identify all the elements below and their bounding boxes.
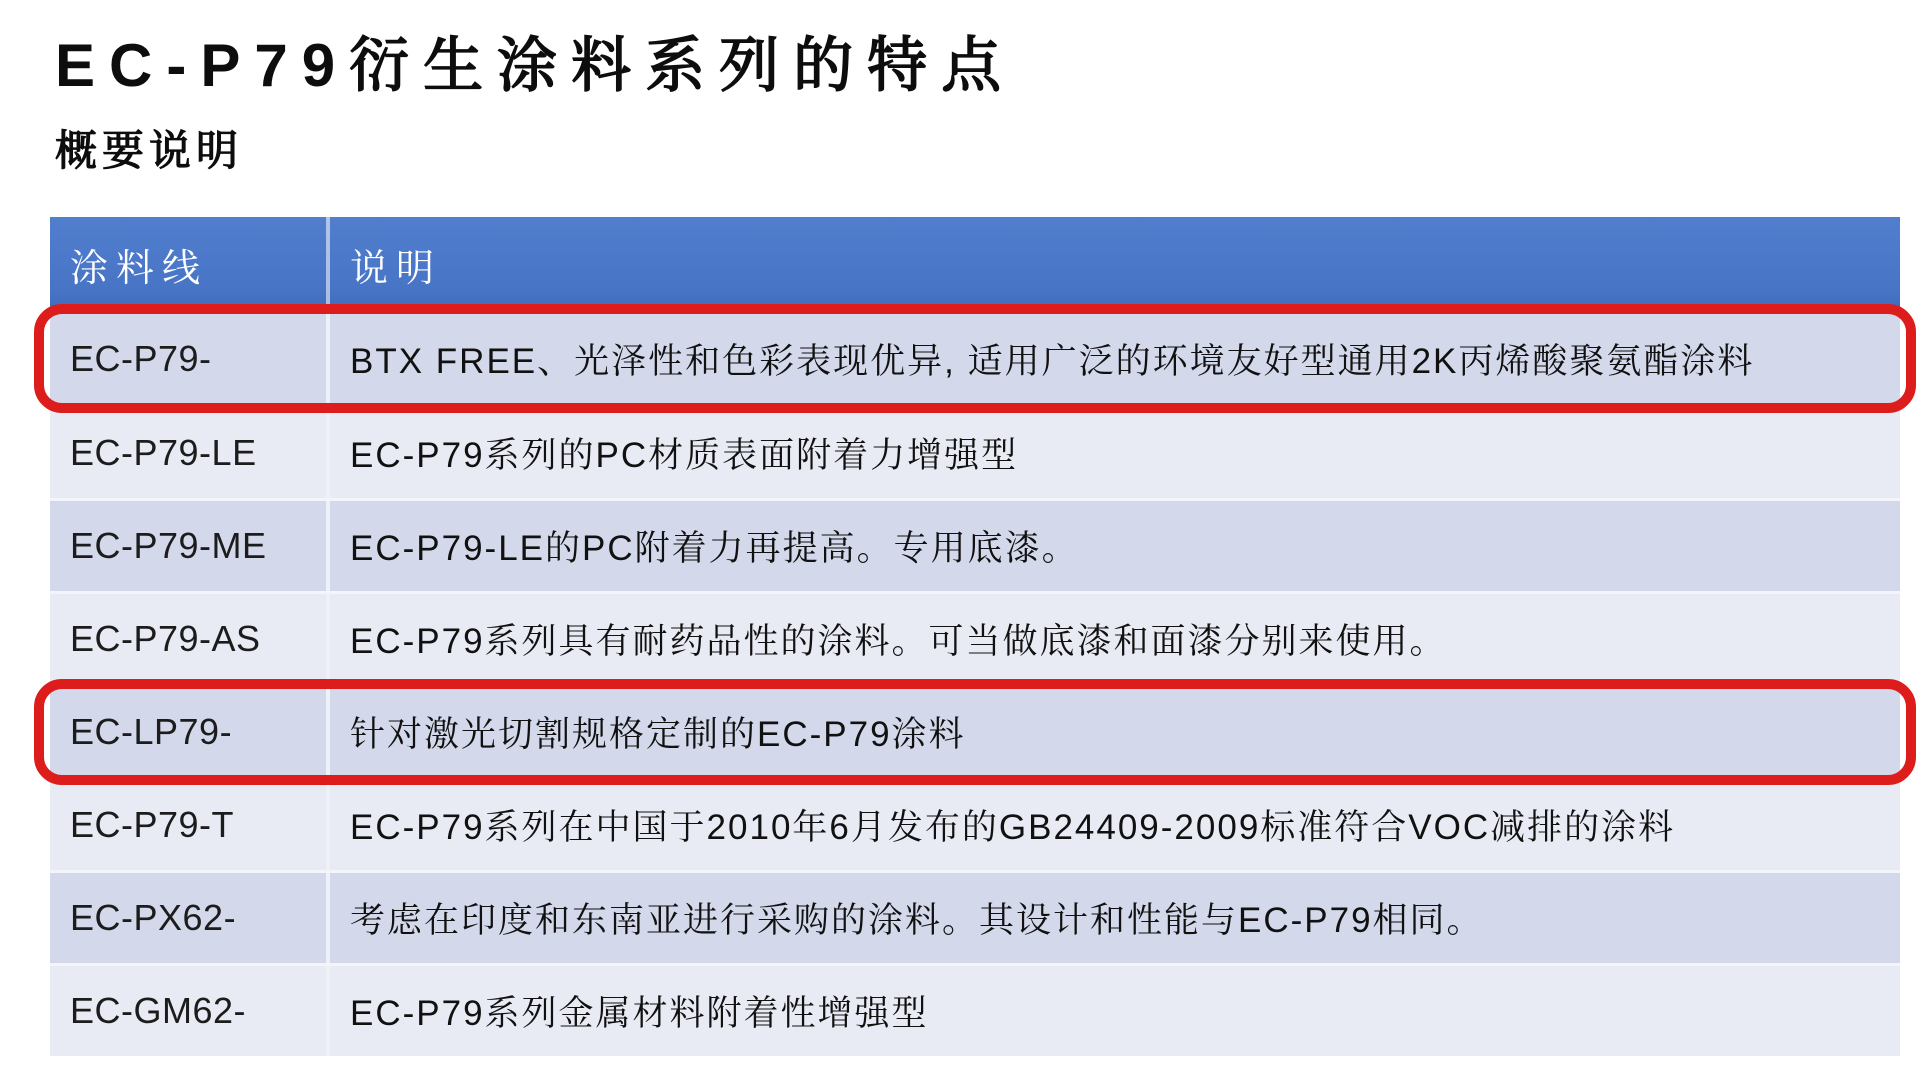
description-cell: 针对激光切割规格定制的EC-P79涂料 [350,715,966,754]
column-header-description: 说明 [350,248,443,290]
table-row [50,777,1900,870]
coating-line-cell: EC-LP79- [50,687,330,777]
table-row [50,591,1900,684]
coating-series-table [50,217,1900,1056]
description-cell: 考虑在印度和东南亚进行采购的涂料。其设计和性能与EC-P79相同。 [350,901,1484,940]
description-cell: EC-P79系列金属材料附着性增强型 [350,994,929,1033]
table-row [50,498,1900,591]
coating-line-cell: EC-PX62- [50,873,330,963]
coating-line-cell: EC-P79-LE [50,408,330,498]
coating-line-cell: EC-P79- [50,312,330,405]
coating-line-cell: EC-P79-AS [50,594,330,684]
coating-line-cell: EC-GM62- [50,966,330,1056]
coating-line-cell: EC-P79-ME [50,501,330,591]
coating-line-cell: EC-P79-T [50,780,330,870]
page-title: EC-P79衍生涂料系列的特点 [55,32,1016,99]
description-cell: EC-P79系列具有耐药品性的涂料。可当做底漆和面漆分别来使用。 [350,622,1447,661]
section-subtitle: 概要说明 [55,127,244,174]
table-row [50,963,1900,1056]
table-row [50,405,1900,498]
description-cell: BTX FREE、光泽性和色彩表现优异, 适用广泛的环境友好型通用2K丙烯酸聚氨酯涂料 [350,341,1755,381]
table-row [50,312,1900,405]
description-cell: EC-P79系列的PC材质表面附着力增强型 [350,436,1019,475]
table-row [50,870,1900,963]
table-header-row [50,217,1900,312]
description-cell: EC-P79系列在中国于2010年6月发布的GB24409-2009标准符合VOC减排的涂料 [350,808,1676,847]
column-header-coating-line: 涂料线 [50,217,330,312]
table-body [50,312,1900,1056]
description-cell: EC-P79-LE的PC附着力再提高。专用底漆。 [350,529,1079,568]
table-row [50,684,1900,777]
